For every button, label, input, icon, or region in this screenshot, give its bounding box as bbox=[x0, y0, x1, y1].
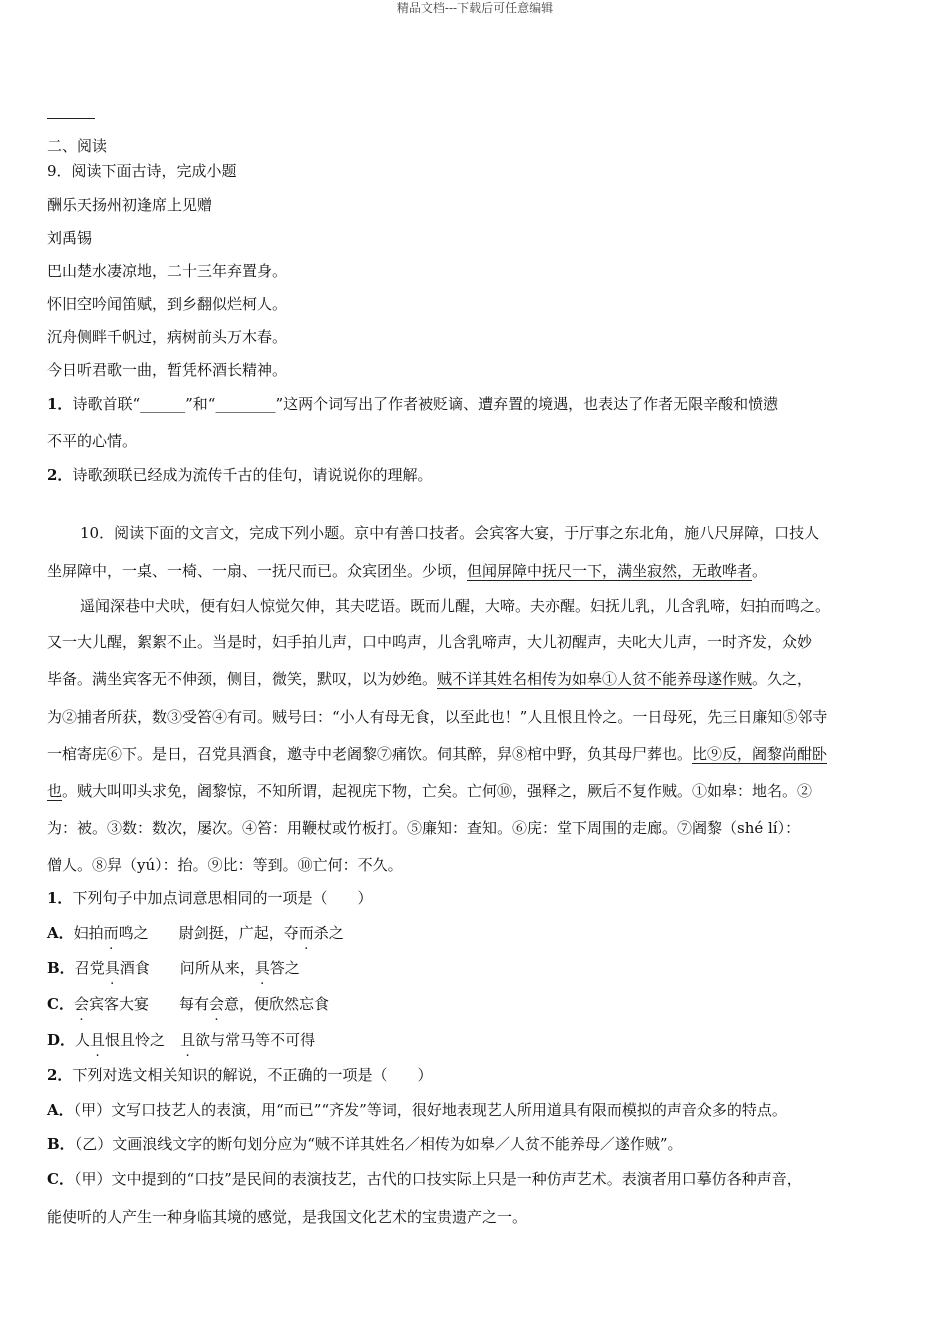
q10-line: 10．阅读下面的文言文，完成下列小题。京中有善口技者。会宾客大宴，于厅事之东北角，施八尺屏障，口技人 bbox=[80, 524, 820, 542]
q9-sub1-number: 1． bbox=[47, 395, 73, 413]
q10-line: 为：被。③数：数次，屡次。④笞：用鞭杖或竹板打。⑤廉知：查知。⑥庑：堂下周围的走廊。⑦阇黎（shé lí）： bbox=[47, 819, 801, 837]
q10-line: 坐屏障中，一桌、一椅、一扇、一抚尺而已。众宾团坐。少顷，但闻屏障中抚尺一下，满坐寂然，无敢哗者。 bbox=[47, 562, 768, 580]
q9-sub2: 2．诗歌颈联已经成为流传千古的佳句，请说说你的理解。 bbox=[47, 466, 433, 484]
dotted-word: 且 bbox=[180, 1031, 196, 1049]
option-label: C． bbox=[47, 1170, 74, 1188]
q10-line: 一棺寄庑⑥下。是日，召党具酒食，邀寺中老阇黎⑦痛饮。伺其醉，舁⑧棺中野，负其母尸葬也。比⑨反，阇黎尚酣卧 bbox=[47, 745, 828, 763]
option-label: B． bbox=[47, 959, 75, 977]
option-c-cont: 能使听的人产生一种身临其境的感觉，是我国文化艺术的宝贵遗产之一。 bbox=[47, 1208, 528, 1226]
dotted-word: 具 bbox=[104, 959, 120, 977]
option-c[interactable]: C．（甲）文中提到的“口技”是民间的表演技艺，古代的口技实际上只是一种仿声艺术。表演者用口摹仿各种声音， bbox=[47, 1170, 802, 1188]
dotted-word: 而 bbox=[103, 924, 119, 942]
option-a[interactable]: A．（甲）文写口技艺人的表演，用“而已”“齐发”等词，很好地表现艺人所用道具有限而模拟的声音众多的特点。 bbox=[47, 1101, 787, 1119]
q10-sub1-number: 1． bbox=[47, 889, 73, 907]
option-label: C． bbox=[47, 995, 74, 1013]
option-c[interactable]: C．会宾客大宴 每有会意，便欣然忘食 bbox=[47, 995, 330, 1013]
q9-sub2-number: 2． bbox=[47, 466, 73, 484]
dotted-word: 会 bbox=[73, 995, 89, 1013]
poem-line: 巴山楚水凄凉地，二十三年弃置身。 bbox=[47, 262, 288, 280]
option-b[interactable]: B．召党具酒食 问所从来，具答之 bbox=[47, 959, 300, 977]
option-label: B． bbox=[47, 1135, 75, 1153]
dotted-word: 而 bbox=[298, 924, 314, 942]
option-label: A． bbox=[47, 1101, 74, 1119]
page-header: 精品文档---下载后可任意编辑 bbox=[396, 1, 554, 15]
q10-line: 毕备。满坐宾客无不伸颈，侧目，微笑，默叹，以为妙绝。贼不详其姓名相传为如皋①人贫不能养母遂作贼。久之， bbox=[47, 670, 813, 688]
poem-author: 刘禹锡 bbox=[47, 229, 93, 247]
q10-line: 也。贼大叫叩头求免，阇黎惊，不知所谓，起视庑下物，亡矣。亡何⑩，强释之，厥后不复作贼。①如皋：地名。② bbox=[47, 782, 813, 800]
poem-line: 沉舟侧畔千帆过，病树前头万木春。 bbox=[47, 328, 288, 346]
dotted-word: 会 bbox=[209, 995, 225, 1013]
option-label: D． bbox=[47, 1031, 76, 1049]
q10-line: 又一大儿醒，絮絮不止。当是时，妇手拍儿声，口中呜声，儿含乳啼声，大儿初醒声，夫叱大儿声，一时齐发，众妙 bbox=[47, 633, 813, 651]
section-title: 二、阅读 bbox=[47, 137, 108, 155]
poem-line: 今日听君歌一曲，暂凭杯酒长精神。 bbox=[47, 361, 288, 379]
option-d[interactable]: D．人且恨且怜之 且欲与常马等不可得 bbox=[47, 1031, 316, 1049]
dotted-word: 且 bbox=[90, 1031, 106, 1049]
dotted-word: 具 bbox=[254, 959, 270, 977]
option-a[interactable]: A．妇拍而鸣之 尉剑挺，广起，夺而杀之 bbox=[47, 924, 344, 942]
answer-line bbox=[47, 118, 95, 119]
q10-line: 为②捕者所获，数③受笞④有司。贼号曰：“小人有母无食，以至此也！”人且恨且怜之。一日母死，先三日廉知⑤邻寺 bbox=[47, 708, 828, 726]
q9-intro: 9．阅读下面古诗，完成小题 bbox=[47, 162, 237, 180]
q10-sub2-number: 2． bbox=[47, 1066, 73, 1084]
blank-2[interactable]: ________ bbox=[215, 395, 276, 413]
q10-sub2: 2．下列对选文相关知识的解说，不正确的一项是（ ） bbox=[47, 1066, 433, 1084]
wavy-underlined-text: 贼不详其姓名相传为如皋①人贫不能养母遂作贼 bbox=[437, 670, 753, 688]
q10-line: 僧人。⑧舁（yú）：抬。⑨比：等到。⑩亡何：不久。 bbox=[47, 856, 403, 874]
blank-1[interactable]: ______ bbox=[140, 395, 186, 413]
underlined-text: 比⑨反，阇黎尚酣卧 bbox=[692, 745, 828, 763]
option-label: A． bbox=[47, 924, 74, 942]
q10-line: 遥闻深巷中犬吠，便有妇人惊觉欠伸，其夫呓语。既而儿醒，大啼。夫亦醒。妇抚儿乳，儿含乳啼，妇拍而鸣之。 bbox=[80, 597, 831, 615]
underlined-text: 但闻屏障中抚尺一下，满坐寂然，无敢哗者 bbox=[467, 562, 753, 580]
q9-sub1-cont: 不平的心情。 bbox=[47, 432, 138, 450]
option-b[interactable]: B．（乙）文画浪线文字的断句划分应为“贼不详其姓名／相传为如皋／人贫不能养母／遂作贼”。 bbox=[47, 1135, 683, 1153]
underlined-text: 也 bbox=[47, 782, 63, 800]
q9-sub1: 1．诗歌首联“______”和“________”这两个词写出了作者被贬谪、遭弃置的境遇，也表达了作者无限辛酸和愤懑 bbox=[47, 395, 779, 413]
q10-sub1: 1．下列句子中加点词意思相同的一项是（ ） bbox=[47, 889, 373, 907]
poem-title: 酬乐天扬州初逢席上见赠 bbox=[47, 196, 213, 214]
poem-line: 怀旧空吟闻笛赋，到乡翻似烂柯人。 bbox=[47, 295, 288, 313]
